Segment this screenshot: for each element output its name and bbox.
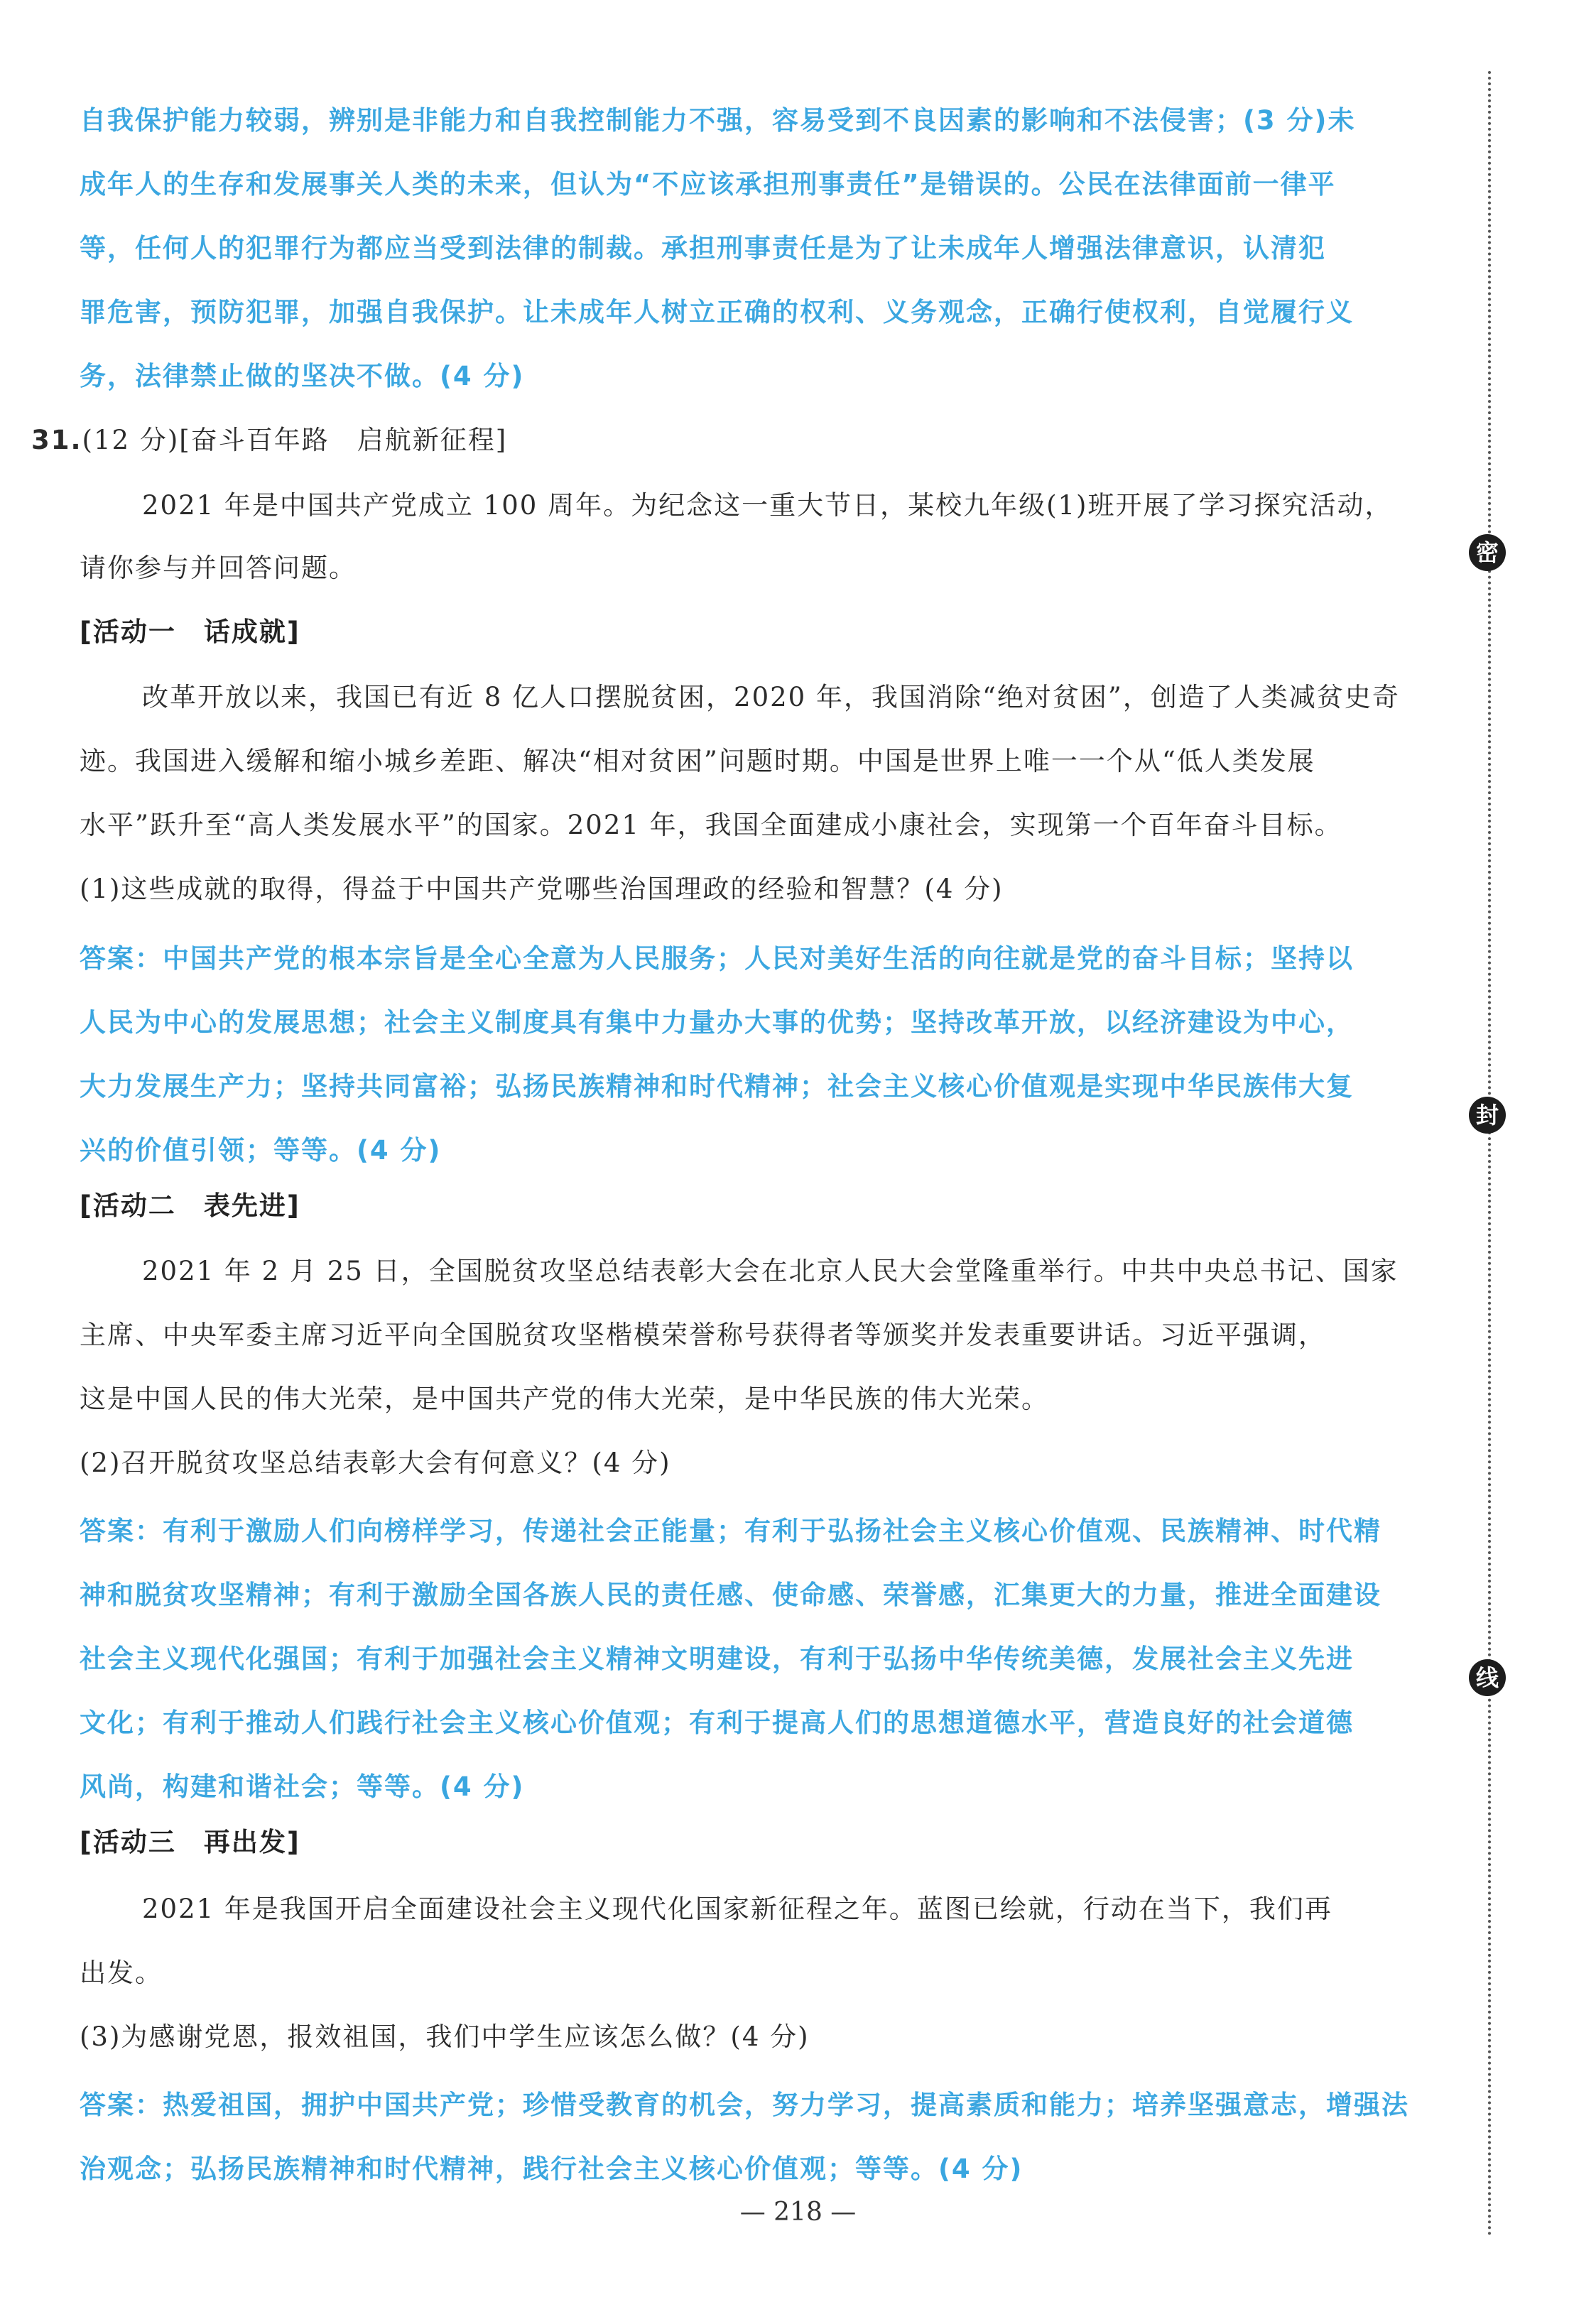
activity1-text-line: 迹。我国进入缓解和缩小城乡差距、解决“相对贫困”问题时期。中国是世界上唯一一个从“低人类发展 — [80, 746, 1315, 776]
activity3-answer-line: 治观念；弘扬民族精神和时代精神，践行社会主义核心价值观；等等。(4 分) — [80, 2154, 1024, 2184]
prev-answer-line: 等，任何人的犯罪行为都应当受到法律的制裁。承担刑事责任是为了让未成年人增强法律意识，认清犯 — [80, 233, 1326, 264]
activity2-answer-line: 风尚，构建和谐社会；等等。(4 分) — [80, 1771, 525, 1802]
activity2-answer-line: 神和脱贫攻坚精神；有利于激励全国各族人民的责任感、使命感、荣誉感，汇集更大的力量，推进全面建设 — [80, 1580, 1381, 1610]
question-score-title: (12 分)[奋斗百年路 启航新征程] — [82, 425, 508, 455]
question-header — [31, 422, 1415, 459]
activity2-question: (2)召开脱贫攻坚总结表彰大会有何意义？(4 分) — [80, 1448, 671, 1478]
activity2-answer-line: 答案：有利于激励人们向榜样学习，传递社会正能量；有利于弘扬社会主义核心价值观、民族精神、时代精 — [80, 1516, 1381, 1546]
activity2-text-line: 2021 年 2 月 25 日，全国脱贫攻坚总结表彰大会在北京人民大会堂隆重举行。中共中央总书记、国家 — [142, 1256, 1399, 1286]
activity3-question: (3)为感谢党恩，报效祖国，我们中学生应该怎么做？(4 分) — [80, 2021, 810, 2052]
prev-answer-line: 务，法律禁止做的坚决不做。(4 分) — [80, 361, 525, 391]
activity2-answer-line: 文化；有利于推动人们践行社会主义核心价值观；有利于提高人们的思想道德水平，营造良好的社会道德 — [80, 1708, 1354, 1738]
activity2-text-line: 主席、中央军委主席习近平向全国脱贫攻坚楷模荣誉称号获得者等颁奖并发表重要讲话。习近平强调， — [80, 1320, 1326, 1350]
question-number: 31. — [31, 425, 82, 455]
prev-answer-line: 自我保护能力较弱，辨别是非能力和自我控制能力不强，容易受到不良因素的影响和不法侵害；(3 分)未 — [80, 105, 1356, 136]
activity3-answer-line: 答案：热爱祖国，拥护中国共产党；珍惜受教育的机会，努力学习，提高素质和能力；培养坚强意志，增强法 — [80, 2090, 1409, 2120]
activity3-text-line: 2021 年是我国开启全面建设社会主义现代化国家新征程之年。蓝图已绘就，行动在当下，我们再 — [142, 1894, 1332, 1924]
seal-mark-mi: 密 — [1469, 534, 1506, 571]
activity1-question: (1)这些成就的取得，得益于中国共产党哪些治国理政的经验和智慧？(4 分) — [80, 874, 1004, 904]
activity1-text-line: 水平”跃升至“高人类发展水平”的国家。2021 年，我国全面建成小康社会，实现第一个百年奋斗目标。 — [80, 810, 1342, 840]
activity3-text-line: 出发。 — [80, 1958, 163, 1988]
seal-mark-feng: 封 — [1469, 1097, 1506, 1134]
page-number: — 218 — — [739, 2198, 857, 2227]
activity1-answer-line: 人民为中心的发展思想；社会主义制度具有集中力量办大事的优势；坚持改革开放，以经济建设为中心， — [80, 1007, 1354, 1038]
activity2-answer-line: 社会主义现代化强国；有利于加强社会主义精神文明建设，有利于弘扬中华传统美德，发展社会主义先进 — [80, 1644, 1354, 1674]
prev-answer-line: 罪危害，预防犯罪，加强自我保护。让未成年人树立正确的权利、义务观念，正确行使权利，自觉履行义 — [80, 297, 1354, 327]
binding-dotted-line — [1488, 71, 1491, 2237]
activity2-title: [活动二 表先进] — [80, 1190, 300, 1221]
question-intro-line: 请你参与并回答问题。 — [80, 553, 357, 583]
prev-answer-line: 成年人的生存和发展事关人类的未来，但认为“不应该承担刑事责任”是错误的。公民在法律面前一律平 — [80, 169, 1336, 200]
activity1-answer-line: 大力发展生产力；坚持共同富裕；弘扬民族精神和时代精神；社会主义核心价值观是实现中华民族伟大复 — [80, 1071, 1354, 1102]
seal-mark-xian: 线 — [1469, 1659, 1506, 1696]
activity1-title: [活动一 话成就] — [80, 617, 300, 647]
activity3-title: [活动三 再出发] — [80, 1827, 300, 1857]
activity1-answer-line: 兴的价值引领；等等。(4 分) — [80, 1135, 442, 1166]
activity1-text-line: 改革开放以来，我国已有近 8 亿人口摆脱贫困，2020 年，我国消除“绝对贫困”，创造了人类减贫史奇 — [142, 682, 1400, 712]
activity1-answer-line: 答案：中国共产党的根本宗旨是全心全意为人民服务；人民对美好生活的向往就是党的奋斗目标；坚持以 — [80, 943, 1354, 974]
activity2-text-line: 这是中国人民的伟大光荣，是中国共产党的伟大光荣，是中华民族的伟大光荣。 — [80, 1384, 1049, 1414]
question-intro-line: 2021 年是中国共产党成立 100 周年。为纪念这一重大节日，某校九年级(1)班开展了学习探究活动， — [142, 490, 1393, 521]
